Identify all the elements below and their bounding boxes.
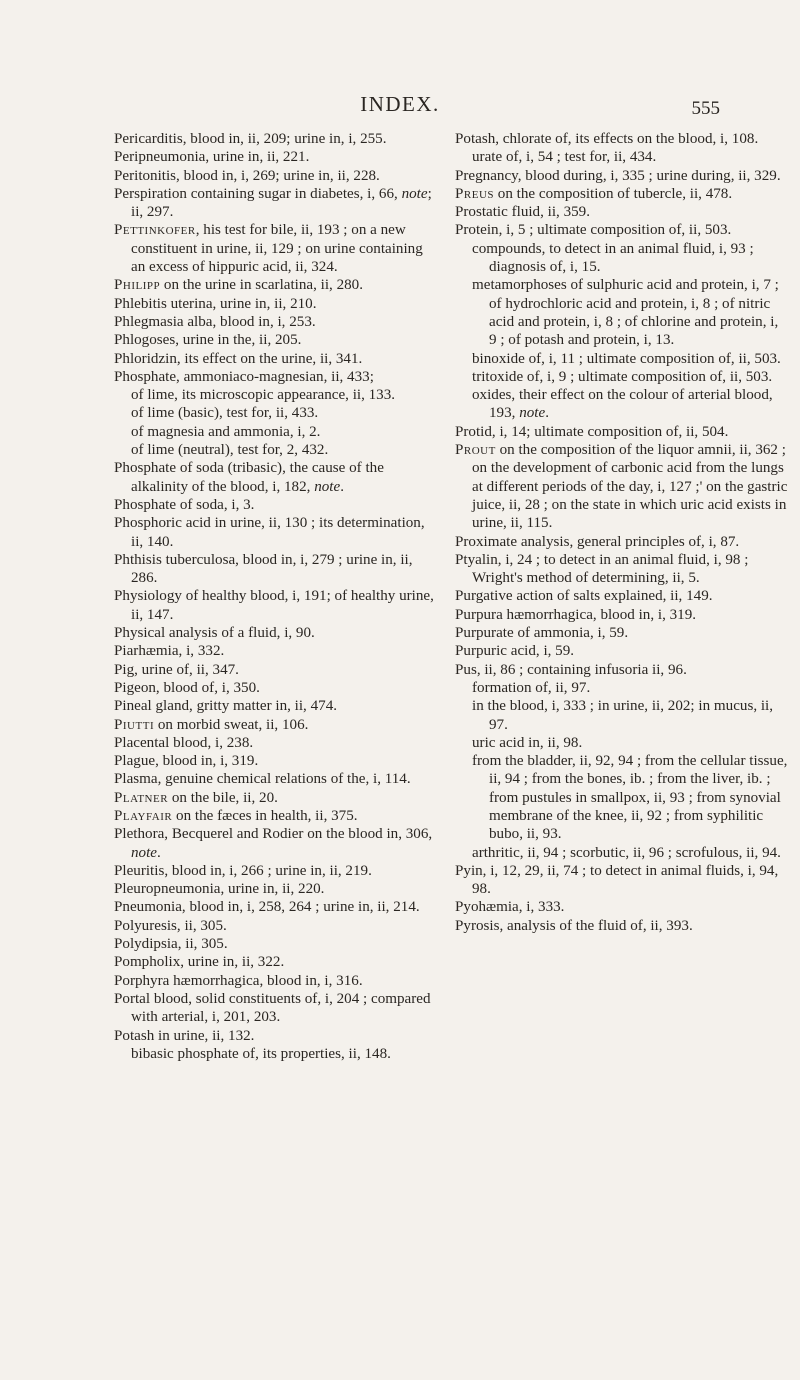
entry-text: Plethora, Becquerel and Rodier on the blood in, 306, note. <box>114 826 433 861</box>
index-entry <box>114 642 436 660</box>
index-entry <box>455 661 789 679</box>
entry-text: arthritic, ii, 94 ; scorbutic, ii, 96 ; scrofulous, ii, 94. <box>472 844 781 861</box>
entry-text: Peritonitis, blood in, i, 269; urine in, ii, 228. <box>114 167 380 184</box>
entry-text: on morbid sweat, ii, 106. <box>154 716 309 733</box>
entry-text: Prostatic fluid, ii, 359. <box>455 204 590 221</box>
entry-text: Pyin, i, 12, 29, ii, 74 ; to detect in animal fluids, i, 94, 98. <box>455 862 779 898</box>
entry-text: Pleuropneumonia, urine in, ii, 220. <box>114 881 325 898</box>
running-head <box>0 92 800 124</box>
index-entry <box>455 203 789 221</box>
index-entry <box>114 734 436 752</box>
entry-text: Pleuritis, blood in, i, 266 ; urine in, ii, 219. <box>114 862 372 879</box>
entry-text: oxides, their effect on the colour of arterial blood, 193, note. <box>472 387 773 422</box>
index-entry <box>114 148 436 166</box>
entry-text: Pus, ii, 86 ; containing infusoria ii, 96. <box>455 661 687 678</box>
entry-text: metamorphoses of sulphuric acid and protein, i, 7 ; of hydrochloric acid and protein, i, 8 ; of nitric acid and protein, i, 8 ; of chlorine and protein, i, 9 ; of potash and protein, i, 13. <box>472 277 779 349</box>
index-entry <box>114 953 436 971</box>
entry-text: tritoxide of, i, 9 ; ultimate composition of, ii, 503. <box>472 368 773 385</box>
entry-text: Pyohæmia, i, 333. <box>455 899 565 916</box>
entry-text: Phosphoric acid in urine, ii, 130 ; its determination, ii, 140. <box>114 515 425 550</box>
entry-text: Perspiration containing sugar in diabetes, i, 66, note; ii, 297. <box>114 185 432 221</box>
author-name: Platner <box>114 789 169 806</box>
index-subentry <box>455 276 789 349</box>
index-entry <box>114 990 436 1027</box>
index-entry <box>455 167 789 185</box>
index-entry <box>114 221 436 276</box>
index-entry <box>114 917 436 935</box>
index-entry <box>455 862 789 899</box>
index-subentry <box>455 386 789 423</box>
entry-text: Plague, blood in, i, 319. <box>114 753 259 770</box>
entry-text: Peripneumonia, urine in, ii, 221. <box>114 149 310 166</box>
index-subentry <box>114 423 436 441</box>
entry-text: Polydipsia, ii, 305. <box>114 936 228 953</box>
index-entry <box>114 624 436 642</box>
entry-text: Porphyra hæmorrhagica, blood in, i, 316. <box>114 972 363 989</box>
entry-text: Pineal gland, gritty matter in, ii, 474. <box>114 698 338 715</box>
entry-text: of lime, its microscopic appearance, ii, 133. <box>131 387 396 404</box>
author-name: Playfair <box>114 807 173 824</box>
index-subentry <box>455 697 789 734</box>
entry-text: Purpurate of ammonia, i, 59. <box>455 625 629 642</box>
index-entry <box>455 587 789 605</box>
entry-text: Protid, i, 14; ultimate composition of, ii, 504. <box>455 423 729 440</box>
index-entry <box>114 807 436 825</box>
entry-text: Ptyalin, i, 24 ; to detect in an animal fluid, i, 98 ; Wright's method of determining, ii, 5. <box>455 551 749 587</box>
index-subentry <box>455 734 789 752</box>
entry-text: uric acid in, ii, 98. <box>472 734 583 751</box>
entry-text: Pigeon, blood of, i, 350. <box>114 679 260 696</box>
index-entry <box>455 898 789 916</box>
index-entry <box>114 496 436 514</box>
entry-text: bibasic phosphate of, its properties, ii, 148. <box>131 1045 391 1062</box>
entry-text: of lime (basic), test for, ii, 433. <box>131 405 319 422</box>
entry-text: of magnesia and ammonia, i, 2. <box>131 423 321 440</box>
index-entry <box>114 716 436 734</box>
index-entry <box>455 642 789 660</box>
entry-text: Phthisis tuberculosa, blood in, i, 279 ; urine in, ii, 286. <box>114 551 413 587</box>
index-entry <box>455 221 789 239</box>
entry-text: Pig, urine of, ii, 347. <box>114 661 239 678</box>
entry-text: Physical analysis of a fluid, i, 90. <box>114 625 315 642</box>
index-column-left <box>114 130 436 1063</box>
entry-text: Phlebitis uterina, urine in, ii, 210. <box>114 295 317 312</box>
entry-text: from the bladder, ii, 92, 94 ; from the cellular tissue, ii, 94 ; from the bones, ib. ; from the liver, ib. ; from pustules in smallpox, ii, 93 ; from synovial membrane of the knee, ii, 92 ; from syphilitic bubo, ii, 93. <box>472 753 788 843</box>
entry-text: Purpura hæmorrhagica, blood in, i, 319. <box>455 606 697 623</box>
index-subentry <box>114 1045 436 1063</box>
index-entry <box>114 167 436 185</box>
entry-text: on the fæces in health, ii, 375. <box>172 807 358 824</box>
index-subentry <box>455 148 789 166</box>
index-entry <box>114 862 436 880</box>
page-title: INDEX. <box>360 92 440 116</box>
index-entry <box>114 1027 436 1045</box>
index-entry <box>114 185 436 222</box>
index-entry <box>455 624 789 642</box>
entry-text: Phosphate of soda (tribasic), the cause of the alkalinity of the blood, i, 182, note. <box>114 460 384 495</box>
index-entry <box>114 661 436 679</box>
entry-text: Pericarditis, blood in, ii, 209; urine in, i, 255. <box>114 131 387 147</box>
entry-text: Potash, chlorate of, its effects on the blood, i, 108. <box>455 131 759 147</box>
index-entry <box>114 350 436 368</box>
index-subentry <box>114 386 436 404</box>
index-entry <box>114 697 436 715</box>
entry-text: compounds, to detect in an animal fluid, i, 93 ; diagnosis of, i, 15. <box>472 240 754 276</box>
entry-text: Purpuric acid, i, 59. <box>455 643 575 660</box>
entry-text: Potash in urine, ii, 132. <box>114 1027 255 1044</box>
index-entry <box>114 770 436 788</box>
index-subentry <box>455 350 789 368</box>
entry-text: binoxide of, i, 11 ; ultimate composition of, ii, 503. <box>472 350 781 367</box>
entry-text: on the composition of the liquor amnii, ii, 362 ; on the development of carbonic acid from the lungs at different periods of the day, i, 127 ;' on the gastric juice, ii, 28 ; on the state in which uric acid exists in urine, ii, 115. <box>472 442 788 532</box>
entry-text: Portal blood, solid constituents of, i, 204 ; compared with arterial, i, 201, 203. <box>114 990 431 1026</box>
index-entry <box>114 972 436 990</box>
author-name: Piutti <box>114 716 155 733</box>
index-entry <box>455 130 789 148</box>
author-name: Prout <box>455 442 496 459</box>
entry-text: Phlogoses, urine in the, ii, 205. <box>114 332 302 349</box>
entry-text: formation of, ii, 97. <box>472 679 591 696</box>
entry-text: on the urine in scarlatina, ii, 280. <box>160 277 363 294</box>
entry-text: urate of, i, 54 ; test for, ii, 434. <box>472 149 657 166</box>
entry-text: Phlegmasia alba, blood in, i, 253. <box>114 313 316 330</box>
page-number: 555 <box>691 98 720 119</box>
index-entry <box>114 789 436 807</box>
entry-text: Protein, i, 5 ; ultimate composition of, ii, 503. <box>455 222 732 239</box>
index-entry <box>455 423 789 441</box>
entry-text: Polyuresis, ii, 305. <box>114 917 227 934</box>
entry-text: Phosphate of soda, i, 3. <box>114 496 255 513</box>
entry-text: Piarhæmia, i, 332. <box>114 643 225 660</box>
entry-text: , his test for bile, ii, 193 ; on a new constituent in urine, ii, 129 ; on urine containing an excess of hippuric acid, ii, 324. <box>131 222 423 276</box>
index-entry <box>114 331 436 349</box>
entry-text: of lime (neutral), test for, 2, 432. <box>131 442 329 459</box>
index-entry <box>114 276 436 294</box>
entry-text: Proximate analysis, general principles of, i, 87. <box>455 533 740 550</box>
entry-text: Phosphate, ammoniaco-magnesian, ii, 433; <box>114 368 374 385</box>
index-entry <box>114 551 436 588</box>
index-subentry <box>455 240 789 277</box>
entry-text: Pregnancy, blood during, i, 335 ; urine during, ii, 329. <box>455 167 781 184</box>
index-subentry <box>455 844 789 862</box>
author-name: Preus <box>455 185 495 202</box>
index-entry <box>114 935 436 953</box>
entry-text: in the blood, i, 333 ; in urine, ii, 202; in mucus, ii, 97. <box>472 698 774 733</box>
author-name: Philipp <box>114 277 161 294</box>
index-subentry <box>114 441 436 459</box>
entry-text: Plasma, genuine chemical relations of the, i, 114. <box>114 771 411 788</box>
index-subentry <box>455 752 789 843</box>
index-entry <box>455 917 789 935</box>
entry-text: on the bile, ii, 20. <box>168 789 278 806</box>
entry-text: Pyrosis, analysis of the fluid of, ii, 393. <box>455 917 693 934</box>
entry-text: Pompholix, urine in, ii, 322. <box>114 954 285 971</box>
index-column-right <box>455 130 789 935</box>
entry-text: on the composition of tubercle, ii, 478. <box>494 185 733 202</box>
index-entry <box>455 551 789 588</box>
index-entry <box>455 441 789 532</box>
index-entry <box>114 752 436 770</box>
index-entry <box>114 679 436 697</box>
index-entry <box>455 185 789 203</box>
index-entry <box>114 130 436 148</box>
index-subentry <box>455 368 789 386</box>
index-entry <box>114 825 436 862</box>
index-entry <box>114 459 436 496</box>
author-name: Pettinkofer <box>114 222 196 239</box>
index-entry <box>114 880 436 898</box>
index-subentry <box>114 404 436 422</box>
index-entry <box>114 295 436 313</box>
index-entry <box>114 587 436 624</box>
entry-text: Pneumonia, blood in, i, 258, 264 ; urine in, ii, 214. <box>114 899 420 916</box>
index-entry <box>114 898 436 916</box>
index-entry <box>455 533 789 551</box>
index-entry <box>114 313 436 331</box>
entry-text: Placental blood, i, 238. <box>114 734 254 751</box>
entry-text: Phloridzin, its effect on the urine, ii, 341. <box>114 350 363 367</box>
index-entry <box>455 606 789 624</box>
entry-text: Purgative action of salts explained, ii, 149. <box>455 588 713 605</box>
entry-text: Physiology of healthy blood, i, 191; of healthy urine, ii, 147. <box>114 588 434 623</box>
index-entry <box>114 368 436 386</box>
index-subentry <box>455 679 789 697</box>
index-entry <box>114 514 436 551</box>
